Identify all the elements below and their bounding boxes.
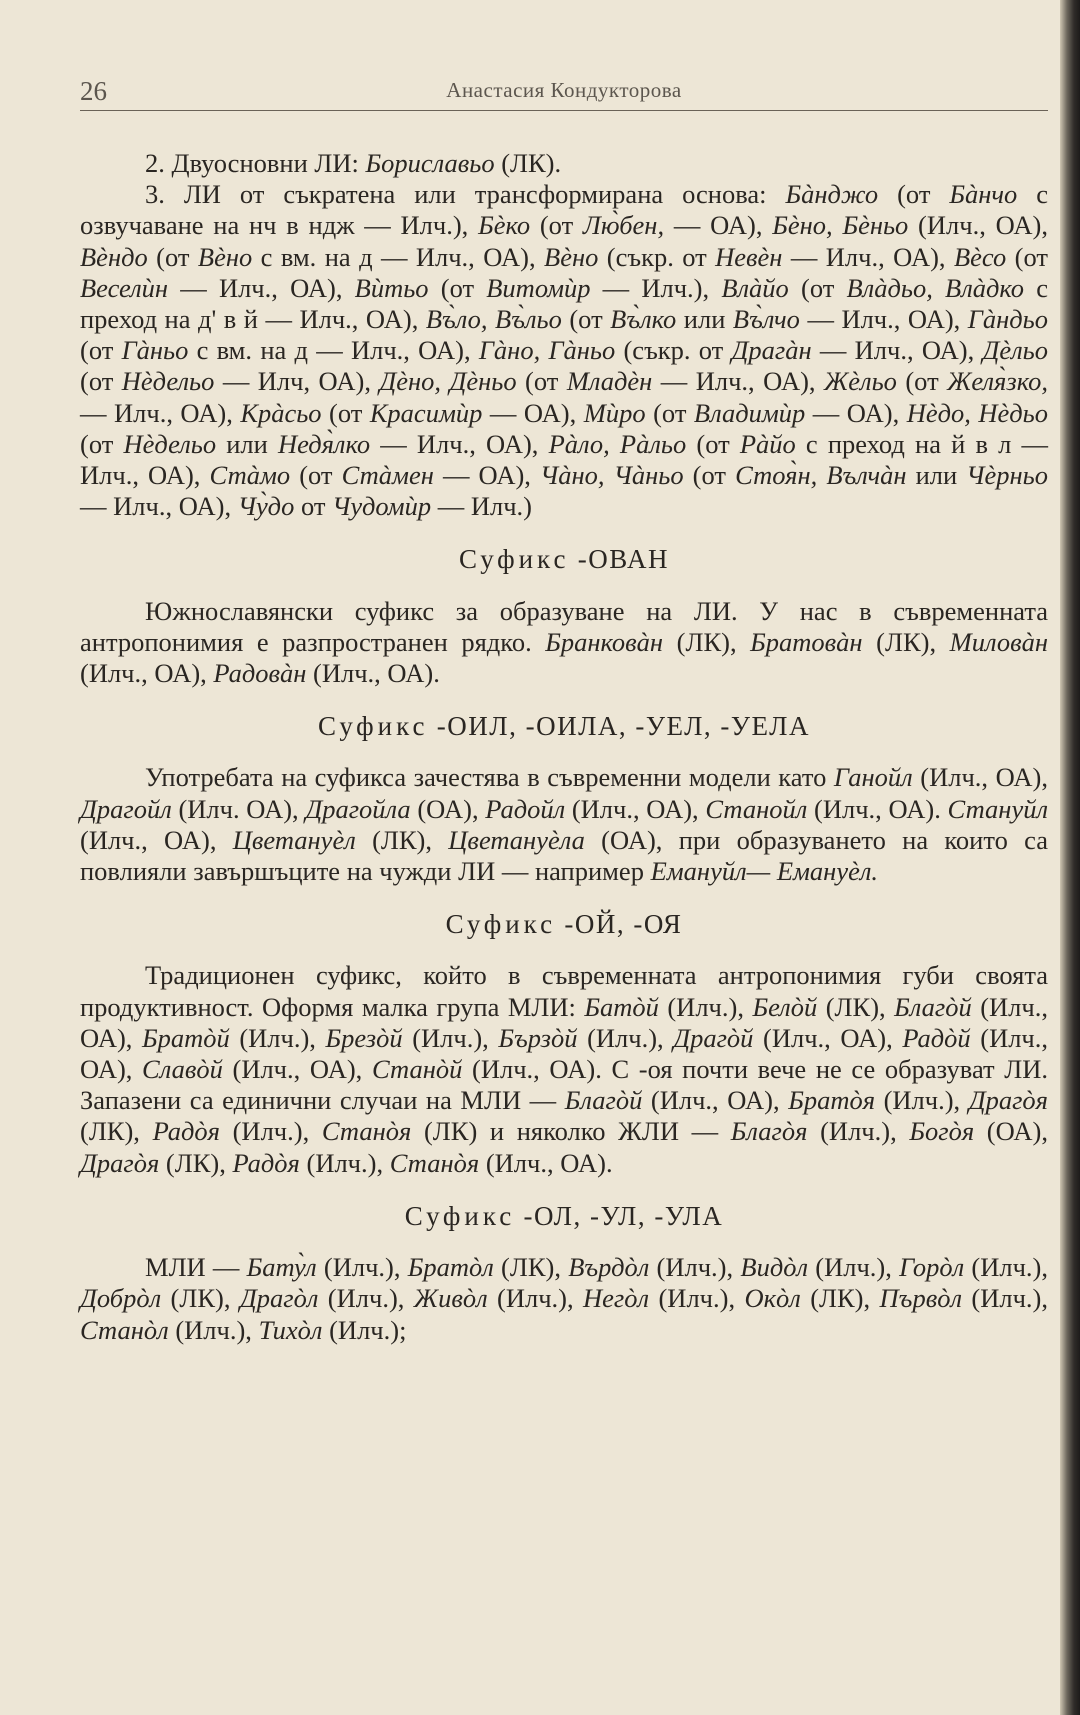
name-example: Рàйо bbox=[739, 428, 796, 459]
text-run: (от bbox=[290, 460, 342, 491]
text-run: (Илч., ОА), bbox=[565, 793, 706, 824]
text-run: (от bbox=[516, 366, 567, 397]
name-example: Лю̀бен, bbox=[582, 210, 665, 241]
name-example: Цветануѐла bbox=[448, 824, 585, 855]
text-run: (Илч., ОА), bbox=[80, 824, 233, 855]
section-heading-ovan: Суфикс -ОВАН bbox=[458, 544, 670, 575]
text-run: (ЛК), bbox=[862, 626, 950, 657]
text-run: Южнославянски суфикс за образуване на ЛИ. У нас в съвременната антропонимия е разпространен рядко. bbox=[80, 595, 1048, 657]
text-run: (от bbox=[878, 179, 950, 210]
text-run: (Илч.), bbox=[577, 1022, 674, 1053]
text-run: — Илч.), bbox=[590, 272, 722, 303]
text-run: (Илч., ОА), bbox=[912, 762, 1048, 793]
name-example: Цветануѐл bbox=[232, 824, 356, 855]
text-run: — ОА), bbox=[482, 397, 584, 428]
text-run: — Илч.) bbox=[431, 491, 532, 522]
text-run: (Илч.), bbox=[649, 1252, 741, 1283]
name-example: Братòя bbox=[788, 1085, 876, 1116]
text-run: (ЛК), bbox=[80, 1116, 153, 1147]
name-example: Бързòй bbox=[498, 1022, 578, 1053]
text-run: — ОА), bbox=[664, 210, 773, 241]
name-example: Негòл bbox=[583, 1283, 650, 1314]
text-run: (от bbox=[1006, 241, 1048, 272]
text-run: (Илч.), bbox=[299, 1147, 390, 1178]
name-example: Богòя bbox=[909, 1116, 975, 1147]
text-run: (Илч.), bbox=[808, 1252, 900, 1283]
name-example: Красимѝр bbox=[369, 397, 483, 428]
name-example: Мѝро bbox=[583, 397, 646, 428]
name-example: Драгòй bbox=[673, 1022, 754, 1053]
section-paragraph-oy bbox=[80, 960, 1048, 1178]
name-example: Въ̀ло, Въ̀льо bbox=[425, 304, 562, 335]
name-example: Бàнчо bbox=[949, 179, 1018, 210]
name-example: Славòй bbox=[142, 1054, 223, 1085]
name-example: Драгàн bbox=[731, 335, 812, 366]
text-run: (ЛК), bbox=[355, 824, 449, 855]
text-run: — Илч., ОА), bbox=[370, 428, 549, 459]
text-run: (ЛК) и няколко ЖЛИ — bbox=[411, 1116, 731, 1147]
text-run: (Илч.), bbox=[487, 1283, 584, 1314]
name-example: Драгойл bbox=[80, 793, 172, 824]
book-spine-shadow bbox=[1060, 0, 1080, 1715]
paragraph-item-3 bbox=[80, 179, 1048, 522]
name-example: Станòй bbox=[371, 1054, 463, 1085]
text-run: (от bbox=[683, 460, 736, 491]
text-run: (Илч.), bbox=[316, 1252, 408, 1283]
name-example: Влàйо bbox=[721, 272, 789, 303]
text-run: (Илч., ОА), bbox=[80, 1022, 1049, 1085]
text-run: — Илч., ОА), bbox=[811, 335, 983, 366]
name-example: Станойл bbox=[705, 793, 808, 824]
name-example: Живòл bbox=[413, 1283, 488, 1314]
text-run: (от bbox=[645, 397, 694, 428]
text-run: (от bbox=[80, 335, 122, 366]
text-run: (ЛК), bbox=[161, 1283, 240, 1314]
text-run: — Илч., ОА), bbox=[652, 366, 824, 397]
name-example: Братòл bbox=[407, 1252, 494, 1283]
text-run: (Илч.), bbox=[875, 1085, 969, 1116]
name-example: Станòя bbox=[321, 1116, 412, 1147]
section-heading-ol: Суфикс -ОЛ, -УЛ, -УЛА bbox=[404, 1200, 724, 1231]
text-run: — Илч., ОА), bbox=[799, 304, 968, 335]
name-example: Въ̀лко bbox=[610, 304, 677, 335]
text-run: (от bbox=[896, 366, 948, 397]
text-run: (Илч.), bbox=[318, 1283, 414, 1314]
name-example: Бату̀л bbox=[246, 1252, 317, 1283]
name-example: Радойл bbox=[485, 793, 566, 824]
text-run: (Илч., ОА). bbox=[807, 793, 948, 824]
section-paragraph-ovan bbox=[80, 596, 1048, 690]
name-example: Драгòя bbox=[968, 1085, 1049, 1116]
name-example: Желя̀зко, bbox=[947, 366, 1048, 397]
paragraph-item-2: 2. Двуосновни ЛИ: Бориславьо (ЛК). bbox=[145, 148, 562, 178]
name-example: Дѐно, Дѐньо bbox=[379, 366, 517, 397]
name-example: Видòл bbox=[740, 1252, 809, 1283]
text-run: (Илч., ОА), bbox=[80, 991, 1048, 1053]
page-header bbox=[80, 70, 1048, 111]
name-example: Вѐно bbox=[544, 241, 599, 272]
name-example: Радòя bbox=[232, 1147, 300, 1178]
name-example: Белòй bbox=[752, 991, 818, 1022]
text-run: — Илч., ОА), bbox=[782, 241, 954, 272]
name-example: Въ̀лчо bbox=[732, 304, 800, 335]
text-run: или bbox=[216, 428, 278, 459]
name-example: Бàнджо bbox=[785, 179, 879, 210]
name-example: Веселѝн bbox=[80, 272, 169, 303]
name-example: Нѐдельо bbox=[121, 366, 215, 397]
name-example: Чàно, Чàньо bbox=[540, 460, 684, 491]
text-run: (Илч.), bbox=[658, 991, 753, 1022]
name-example: Вѝтьо bbox=[354, 272, 429, 303]
name-example: Чу̀до bbox=[237, 491, 295, 522]
name-example: Върдòл bbox=[568, 1252, 650, 1283]
name-example: Вѐно bbox=[197, 241, 253, 272]
text-run: (от bbox=[428, 272, 487, 303]
name-example: Стануйл bbox=[947, 793, 1049, 824]
name-example: Благòй bbox=[894, 991, 972, 1022]
text-run: (ОА), при образуването на които са повлияли завършъците на чужди ЛИ — например bbox=[80, 824, 1048, 887]
name-example: Братòй bbox=[141, 1022, 230, 1053]
name-example: Нѐдельо bbox=[123, 428, 217, 459]
text-run: (ЛК), bbox=[493, 1252, 569, 1283]
name-example: Чѐрньо bbox=[966, 460, 1048, 491]
name-example: Брезòй bbox=[325, 1022, 403, 1053]
name-example: Станòя bbox=[389, 1147, 480, 1178]
name-example: Добрòл bbox=[80, 1283, 162, 1314]
name-example: Младѐн bbox=[566, 366, 653, 397]
text-run: с вм. на д — Илч., ОА), bbox=[188, 335, 479, 366]
name-example: Влàдьо, Влàдко bbox=[846, 272, 1025, 303]
text-run: с озвучаване на нч в ндж — Илч.), bbox=[80, 179, 1048, 241]
name-example: Рàло, Рàльо bbox=[548, 428, 687, 459]
text-run: (съкр. от bbox=[615, 335, 732, 366]
text-run: (ОА), bbox=[974, 1116, 1049, 1147]
text-run: с преход на й в л — Илч., ОА), bbox=[80, 428, 1049, 491]
text-run: (ЛК), bbox=[663, 626, 751, 657]
name-example: Бранковàн bbox=[545, 626, 664, 657]
name-example: Крàсьо bbox=[240, 397, 322, 428]
text-run: — Илч., ОА), bbox=[80, 397, 241, 428]
text-run: (от bbox=[530, 210, 583, 241]
name-example: Вѐндо bbox=[80, 241, 148, 272]
text-run: (Илч., ОА), bbox=[642, 1085, 789, 1116]
text-run: (Илч.), bbox=[964, 1252, 1048, 1283]
name-example: Благòя bbox=[730, 1116, 808, 1147]
text-run: или bbox=[906, 460, 967, 491]
name-example: Нѐдо, Нѐдьо bbox=[906, 397, 1048, 428]
name-example: Емануйл— Емануѐл. bbox=[650, 856, 879, 887]
text-run: (Илч.), bbox=[807, 1116, 910, 1147]
text-run: (Илч., ОА), bbox=[753, 1022, 903, 1053]
name-example: Невѐн bbox=[715, 241, 783, 272]
text-run: (съкр. от bbox=[598, 241, 716, 272]
text-run: (от bbox=[321, 397, 370, 428]
text-run: (от bbox=[686, 428, 740, 459]
text-run: (Илч., ОА). bbox=[479, 1147, 613, 1178]
name-example: Драгòя bbox=[80, 1147, 160, 1178]
text-run: (от bbox=[561, 304, 611, 335]
name-example: Гàньо bbox=[121, 335, 189, 366]
name-example: Първòл bbox=[879, 1283, 962, 1314]
name-example: Драгòл bbox=[239, 1283, 319, 1314]
page-body bbox=[80, 140, 1048, 1346]
text-run: (Илч.); bbox=[322, 1314, 407, 1345]
name-example: Чудомѝр bbox=[332, 491, 432, 522]
name-example: Бѐко bbox=[478, 210, 531, 241]
name-example: Горòл bbox=[899, 1252, 965, 1283]
text-run: (Илч.), bbox=[402, 1022, 499, 1053]
text-run: (ЛК), bbox=[159, 1147, 233, 1178]
text-run: (ЛК), bbox=[817, 991, 895, 1022]
name-example: Бѐно, Бѐньо bbox=[772, 210, 909, 241]
text-run: (Илч. ОА), bbox=[171, 793, 306, 824]
text-run: (от bbox=[788, 272, 847, 303]
text-run: — Илч, ОА), bbox=[214, 366, 380, 397]
text-run: Употребата на суфикса зачестява в съвременни модели като bbox=[145, 762, 834, 793]
name-example: Владимѝр bbox=[693, 397, 806, 428]
name-example: Радòй bbox=[902, 1022, 971, 1053]
text-run: (Илч.), bbox=[649, 1283, 745, 1314]
name-example: Гàно, Гàньо bbox=[478, 335, 616, 366]
text-run: (от bbox=[80, 428, 124, 459]
text-run: с преход на д' в й — Илч., ОА), bbox=[80, 272, 1049, 335]
name-example: Радовàн bbox=[213, 658, 307, 689]
text-run: от bbox=[294, 491, 333, 522]
name-example: Жѐльо bbox=[824, 366, 897, 397]
text-run: (Илч.), bbox=[962, 1283, 1048, 1314]
page-number: 26 bbox=[80, 76, 107, 106]
name-example: Окòл bbox=[744, 1283, 801, 1314]
text-run: — Илч., ОА), bbox=[168, 272, 355, 303]
text-run: 3. ЛИ от съкратена или трансформирана основа: bbox=[145, 179, 786, 210]
section-heading-oy: Суфикс -ОЙ, -ОЯ bbox=[445, 909, 683, 940]
name-example: Радòя bbox=[152, 1116, 220, 1147]
section-heading-oil: Суфикс -ОИЛ, -ОИЛА, -УЕЛ, -УЕЛА bbox=[317, 711, 810, 742]
name-example: Ганойл bbox=[833, 762, 913, 793]
name-example: Станòл bbox=[80, 1314, 169, 1345]
text-run: (от bbox=[80, 366, 122, 397]
text-run: — ОА), bbox=[433, 460, 541, 491]
name-example: Братовàн bbox=[750, 626, 863, 657]
text-run: (от bbox=[147, 241, 198, 272]
name-example: Стàмен bbox=[341, 460, 434, 491]
text-run: (ЛК), bbox=[800, 1283, 880, 1314]
name-example: Вѐсо bbox=[953, 241, 1007, 272]
running-head: Анастасия Кондукторова bbox=[446, 78, 682, 102]
name-example: Витомѝр bbox=[486, 272, 591, 303]
text-run: (Илч., ОА), bbox=[80, 658, 214, 689]
text-run: МЛИ — bbox=[145, 1252, 247, 1283]
book-page bbox=[80, 0, 1052, 1715]
text-run: (Илч., ОА), bbox=[908, 210, 1048, 241]
name-example: Стоя̀н, Вълчàн bbox=[735, 460, 907, 491]
name-example: Гàндьо bbox=[967, 304, 1048, 335]
text-run: — ОА), bbox=[805, 397, 907, 428]
section-paragraph-oil bbox=[80, 762, 1048, 887]
text-run: или bbox=[676, 304, 733, 335]
text-run: с вм. на д — Илч., ОА), bbox=[252, 241, 545, 272]
text-run: (Илч.), bbox=[229, 1022, 326, 1053]
name-example: Стàмо bbox=[209, 460, 291, 491]
text-run: (Илч.), bbox=[219, 1116, 322, 1147]
text-run: (ОА), bbox=[410, 793, 486, 824]
text-run: Традиционен суфикс, който в съвременната антропонимия губи своята продуктивност. Оформя малка група МЛИ: bbox=[80, 960, 1048, 1022]
name-example: Батòй bbox=[584, 991, 659, 1022]
text-run: — Илч., ОА), bbox=[80, 491, 238, 522]
text-run: (Илч., ОА). С -оя почти вече не се образуват ЛИ. Запазени са единични случаи на МЛИ — bbox=[80, 1054, 1048, 1116]
name-example: Миловàн bbox=[949, 626, 1048, 657]
text-run: (Илч., ОА), bbox=[222, 1054, 372, 1085]
name-example: Недя̀лко bbox=[277, 428, 371, 459]
name-example: Драгойла bbox=[305, 793, 411, 824]
text-run: (Илч., ОА). bbox=[306, 658, 440, 689]
section-paragraph-ol bbox=[80, 1252, 1048, 1346]
name-example: Благòй bbox=[564, 1085, 643, 1116]
name-example: Дѐльо bbox=[982, 335, 1048, 366]
text-run: (Илч.), bbox=[168, 1314, 259, 1345]
name-example: Тихòл bbox=[258, 1314, 323, 1345]
